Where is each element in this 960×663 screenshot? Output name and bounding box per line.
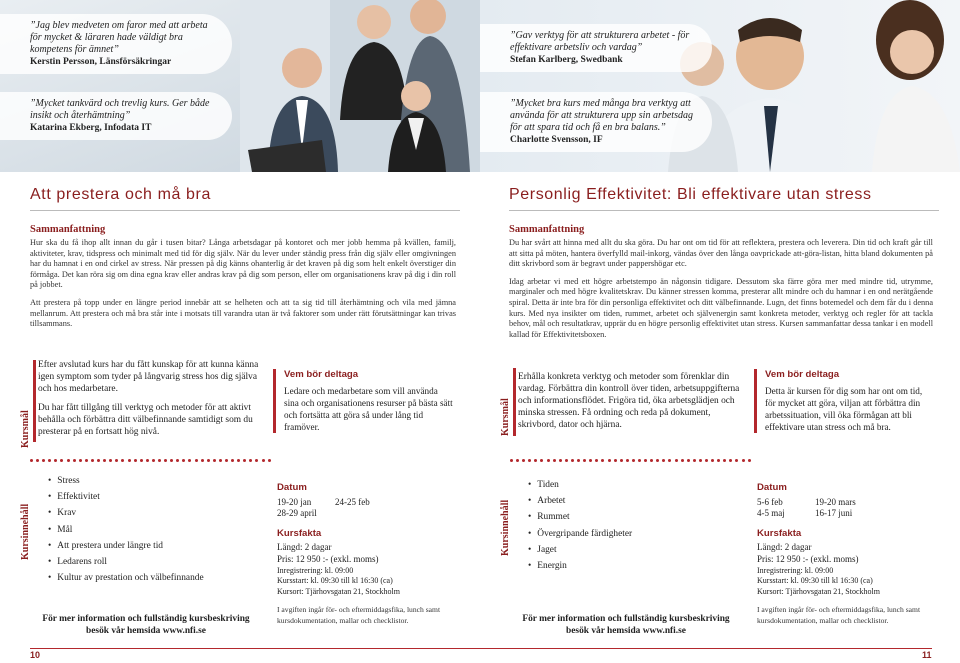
price-footnote: I avgiften ingår för- och eftermiddagsfika, lunch samt kursdokumentation, mallar och checklistor. (757, 605, 921, 625)
course-title: Personlig Effektivitet: Bli effektivare utan stress (509, 186, 872, 203)
quote-text: ”Jag blev medveten om faror med att arbeta för mycket & läraren hade väldigt bra kompetens för ämnet” (30, 20, 208, 55)
course-dates (277, 482, 457, 597)
quote-text: ”Mycket bra kurs med många bra verktyg att använda för att strukturera upp sin arbetsdag för att spara tid och få en bra balans.” (510, 98, 693, 133)
goal-paragraph: Efter avslutad kurs har du fått kunskap för att kunna känna igen symptom som tyder på långvarig stress hos dig själva och hos medarbetare. (38, 360, 259, 394)
list-item: • Arbetet (528, 493, 632, 509)
testimonial-quote-1 (0, 14, 232, 74)
quote-author: Kerstin Persson, Länsförsäkringar (30, 57, 172, 67)
who-should-attend (273, 369, 453, 433)
course-title: Att prestera och må bra (30, 186, 211, 203)
goal-label: Kursmål (500, 398, 511, 436)
date-row: 4-5 maj 16-17 juni (757, 508, 853, 519)
testimonial-quote-2 (0, 92, 232, 140)
fact-location: Kursort: Tjärhovsgatan 21, Stockholm (757, 586, 880, 596)
quote-author: Charlotte Svensson, IF (510, 135, 603, 145)
goal-bar (513, 368, 516, 436)
summary-heading: Sammanfattning (30, 224, 106, 235)
fact-start: Kursstart: kl. 09:30 till kl 16:30 (ca) (277, 576, 393, 586)
page-number: 10 (30, 650, 41, 660)
quote-author: Stefan Karlberg, Swedbank (510, 55, 623, 65)
list-item: • Mål (48, 522, 204, 538)
list-item: • Kultur av prestation och välbefinnande (48, 570, 204, 586)
facts-heading: Kursfakta (757, 527, 802, 539)
who-heading: Vem bör deltaga (284, 369, 359, 380)
fact-length: Längd: 2 dagar (277, 542, 332, 553)
footer-line (30, 648, 480, 649)
goal-paragraph: Erhålla konkreta verktyg och metoder som förenklar din vardag. Förbättra din kontroll över tiden, arbetsuppgifterna och informationsflödet. Frigöra tid, öka arbetsglädjen och minska stressen. Få ordning och reda på dokument, skrivbord, dator och hjärna. (518, 372, 740, 430)
title-divider (509, 210, 939, 211)
list-item: • Tiden (528, 477, 632, 493)
footer-line (480, 648, 932, 649)
list-item: • Effektivitet (48, 489, 204, 505)
who-text: Detta är kursen för dig som har ont om tid, för mycket att göra, viljan att förbättra din arbetssituation, vill öka förmågan att bli effektivare utan stress och må bra. (765, 386, 923, 432)
fact-price: Pris: 12 950 :- (exkl. moms) (757, 553, 859, 564)
fact-length: Längd: 2 dagar (757, 542, 812, 553)
course-dates (757, 482, 937, 597)
list-item: • Krav (48, 505, 204, 521)
list-item: • Ledarens roll (48, 554, 204, 570)
title-divider (30, 210, 460, 211)
course-goal (518, 371, 744, 438)
date-heading: Datum (757, 482, 787, 493)
list-item: • Energin (528, 558, 632, 574)
goal-bar (33, 360, 36, 442)
quote-author: Katarina Ekberg, Infodata IT (30, 123, 152, 133)
list-item: • Att prestera under längre tid (48, 538, 204, 554)
who-heading: Vem bör deltaga (765, 369, 840, 380)
who-text: Ledare och medarbetare som vill använda sina och organisationens resurser på bästa sätt och fortsätta att göra så under lång tid framöver. (284, 386, 453, 432)
fact-start: Kursstart: kl. 09:30 till kl 16:30 (ca) (757, 576, 873, 586)
price-footnote: I avgiften ingår för- och eftermiddagsfika, lunch samt kursdokumentation, mallar och checklistor. (277, 605, 441, 625)
fact-price: Pris: 12 950 :- (exkl. moms) (277, 553, 379, 564)
more-info: För mer information och fullständig kursbeskriving besök vår hemsida www.nfi.se (42, 614, 250, 636)
list-item: • Övergripande färdigheter (528, 526, 632, 542)
fact-location: Kursort: Tjärhovsgatan 21, Stockholm (277, 586, 400, 596)
more-info: För mer information och fullständig kursbeskriving besök vår hemsida www.nfi.se (522, 614, 730, 636)
who-should-attend (754, 369, 934, 433)
testimonial-quote-1 (480, 24, 712, 72)
content-list (48, 473, 204, 586)
fact-registration: Inregistrering: kl. 09:00 (757, 565, 834, 575)
summary-paragraph: Idag arbetar vi med ett högre arbetstempo än någonsin tidigare. Dessutom ska färre göra mer med mindre tid, utrymme, marginaler och med högre kvalitetskrav. Du känner stressen komma, presterar allt mindre och du hamnar i en ond nerätgående spiral. Detta är inte bra för din personliga effektivitet och ditt välbefinnande. Lugn, det finns botemedel och dem får du i denna kurs. Med nya insikter om tiden, rummet, arbetet och självenergin samt konkreta metoder, verktyg och regler för att tackla behov, mål och resultatkrav, upprär du en högre personlig effektivitet utan stress. Kursen sammanfattar dessa tankar i en modell kallad för Effektivitetsboxen. (509, 276, 933, 339)
date-row: 28-29 april (277, 508, 317, 519)
facts-heading: Kursfakta (277, 527, 322, 539)
dot-divider (30, 459, 274, 465)
fact-registration: Inregistrering: kl. 09:00 (277, 565, 354, 575)
dot-divider (510, 459, 754, 465)
content-label: Kursinnehåll (500, 499, 511, 556)
quote-text: ”Mycket tankvärd och trevlig kurs. Ger både insikt och återhämtning” (30, 98, 210, 121)
list-item: • Rummet (528, 509, 632, 525)
summary-paragraph: Hur ska du få ihop allt innan du går i tusen bitar? Långa arbetsdagar på kontoret och mer jobb hemma på kvällen, familj, aktiviteter, krav, tidspress och minimalt med tid för dig själv. När du lever under ständig press från dig själv eller omgivningen har du hamnat i en ond cirkel av stress. När pressen på dig känns ohanterlig är det kraven på dig som helt enkelt överstiger din förmåga. Det kan röra sig om dina egna krav eller andras krav på dig som person, eller om organisationens krav på dig i din roll på jobbet. (30, 238, 456, 290)
date-row: 19-20 jan 24-25 feb (277, 496, 370, 507)
content-list (528, 477, 632, 574)
photo-banner-left (0, 0, 480, 172)
date-heading: Datum (277, 482, 307, 493)
goal-label: Kursmål (20, 410, 31, 448)
summary-paragraph: Att prestera på topp under en längre period innebär att se helheten och att ta sig tid till återhämtning och vila med jämna mellanrum. Att prestera och må bra står inte i motsats till varandra utan är två faktorer som under rätt förutsättningar kan trivas tillsammans. (30, 297, 456, 329)
summary-heading: Sammanfattning (509, 224, 585, 235)
date-row: 5-6 feb 19-20 mars (757, 496, 856, 507)
list-item: • Jaget (528, 542, 632, 558)
list-item: • Stress (48, 473, 204, 489)
page-right (480, 0, 960, 663)
summary-paragraph: Du har svårt att hinna med allt du ska göra. Du har ont om tid för att reflektera, prestera och leverera. Din tid och kraft går till att sitta på möten, hantera överfylld mail-inkorg, vändas över den långa oavprickade att-göra-listan, hitta bland dokumenten på ditt skrivbord som är begravt under pappershögar etc. (509, 238, 933, 269)
goal-paragraph: Du har fått tillgång till verktyg och metoder för att aktivt behålla och förbättra ditt välbefinnande samtidigt som du presterar på en fortsatt hög nivå. (38, 403, 253, 437)
course-goal (38, 359, 270, 445)
testimonial-quote-2 (480, 92, 712, 152)
quote-text: ”Gav verktyg för att strukturera arbetet - för effektivare arbetsliv och vardag” (510, 30, 690, 53)
summary-text (30, 238, 456, 337)
page-number: 11 (922, 650, 932, 660)
photo-banner-right (480, 0, 960, 172)
summary-text (509, 238, 933, 347)
content-label: Kursinnehåll (20, 503, 31, 560)
